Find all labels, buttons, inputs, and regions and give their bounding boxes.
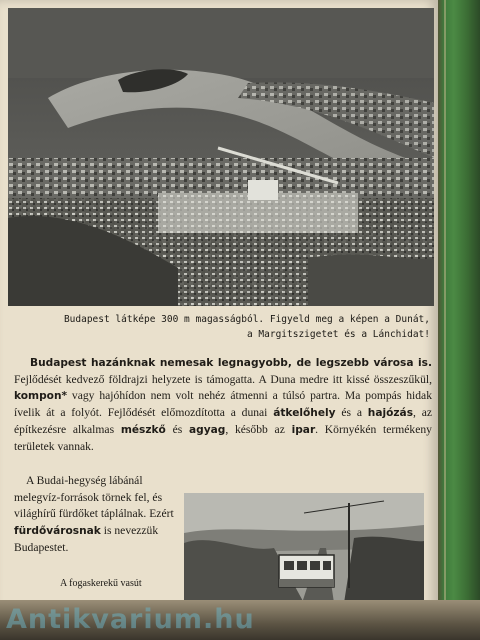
text-span: , az építkezésre alkalmas: [14, 406, 433, 436]
text-span: . Környékén termékeny területek vannak.: [14, 422, 432, 453]
caption-line-2: a Margitszigetet és a Lánchidat!: [246, 329, 430, 340]
photo-caption: [10, 312, 430, 342]
small-photo-caption: A fogaskerekű vasút: [60, 578, 142, 589]
keyword-ipar: ipar: [291, 423, 316, 436]
text-span: és a: [335, 406, 362, 420]
caption-line-1: Budapest látképe 300 m magasságból. Figyeld meg a képen a Dunát,: [63, 314, 430, 325]
cogwheel-railway-photo: [184, 493, 424, 603]
binding-edge: [444, 0, 446, 640]
text-span: , később az: [225, 422, 285, 436]
keyword-atkelohely: átkelőhely: [273, 407, 336, 420]
keyword-kompon: kompon*: [14, 390, 68, 403]
paragraph-thermal-baths: [14, 473, 176, 557]
keyword-hajozas: hajózás: [367, 407, 414, 420]
book-binding: [436, 0, 480, 640]
paragraph-budapest: [14, 355, 432, 455]
keyword-furdovarosnak: fürdővárosnak: [14, 525, 101, 538]
text-span: és: [165, 422, 183, 436]
keyword-meszko: mészkő: [120, 423, 166, 436]
text-span: Fejlődését kedvező földrajzi helyzete is támogatta. A Duna medre itt kissé összeszűkül,: [14, 372, 432, 386]
paragraph-2: [14, 473, 176, 557]
text-span: is nevezzük Budapestet.: [14, 524, 159, 554]
watermark: Antikvarium.hu: [6, 604, 255, 635]
budapest-aerial-photo: [8, 8, 434, 306]
keyword-budapest-largest: Budapest hazánknak nemesak legnagyobb, de legszebb városa is.: [30, 357, 432, 369]
keyword-agyag: agyag: [188, 423, 226, 436]
text-span: A Budai-hegység lábánál melegvíz-források törnek fel, és világhírű fürdőket táplálnak. Ezért: [14, 474, 174, 521]
text-span: vagy hajóhídon nem volt nehéz átmenni a túlsó partra. Ma pompás hidak ívelik át a folyót. Fejlődését előmozdította a dunai: [14, 389, 432, 420]
